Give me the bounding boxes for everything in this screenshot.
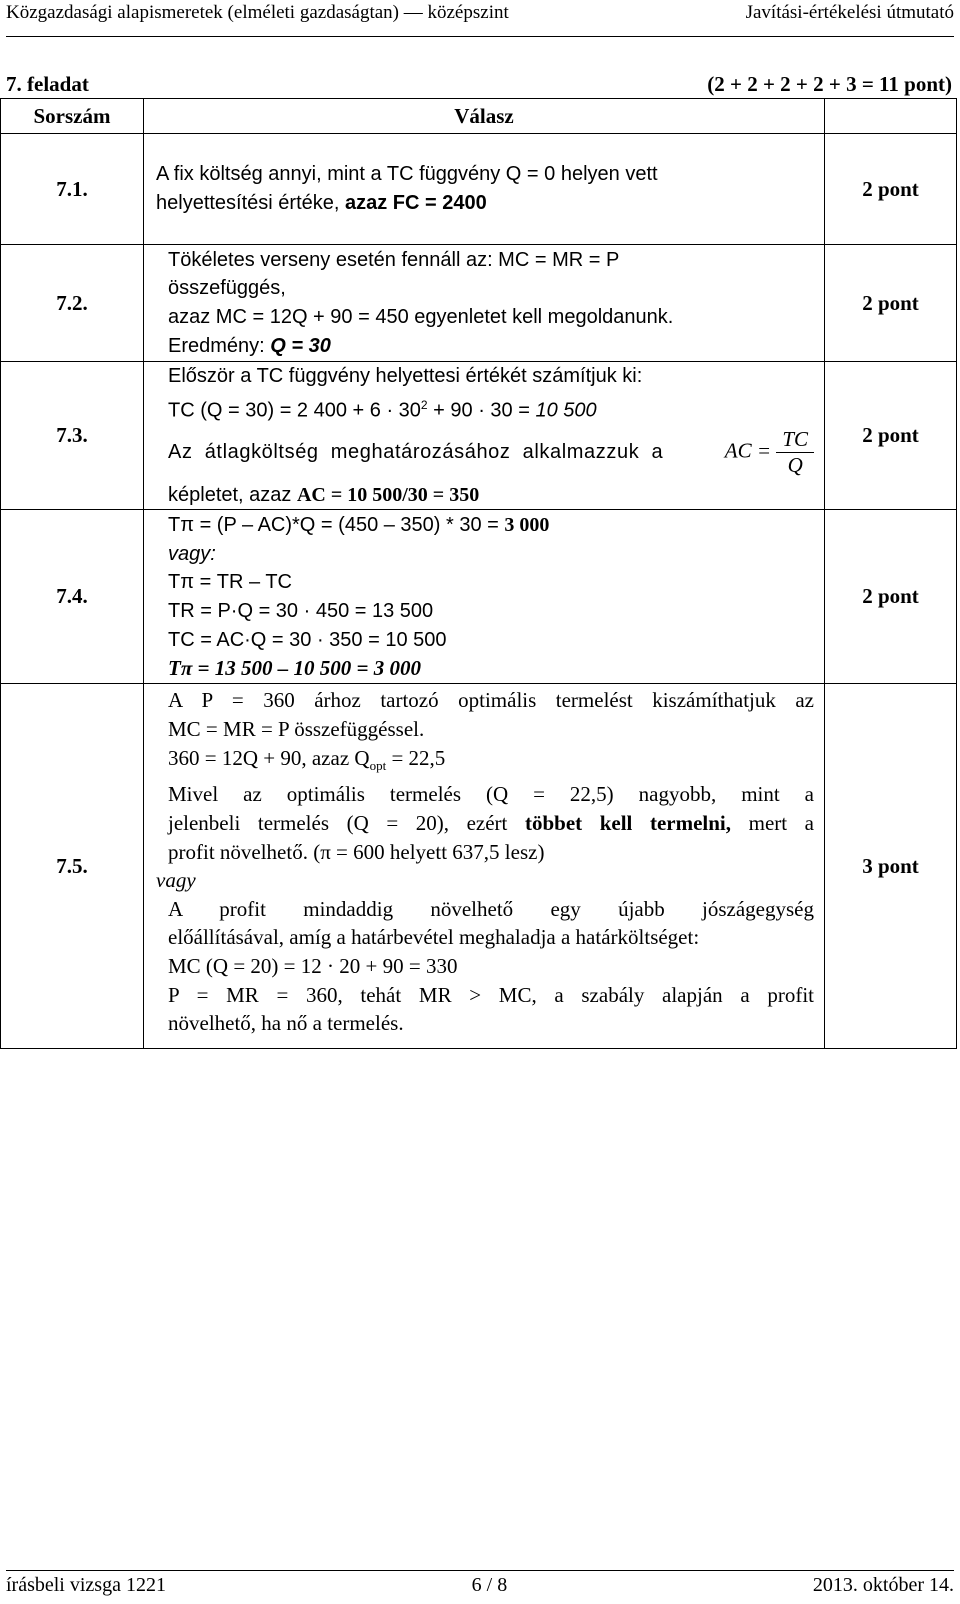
text-bold: azaz FC = 2400 [344, 192, 487, 214]
table-row [1, 684, 957, 1049]
table-row [1, 134, 957, 245]
answer-cell [144, 684, 825, 1049]
answer-line: A fix költség annyi, mint a TC függvény Q = 0 helyen vett [156, 163, 658, 186]
page-header [6, 2, 954, 24]
row-points: 2 pont [825, 510, 957, 684]
row-number: 7.5. [1, 684, 144, 1049]
answer-line [156, 189, 814, 218]
row-points: 3 pont [825, 684, 957, 1049]
text-bold: többet kell termelni, [524, 811, 732, 835]
answer-line: Tπ = 13 500 – 10 500 = 3 000 [168, 656, 421, 681]
answer-line: vagy [156, 868, 196, 893]
row-number: 7.2. [1, 245, 144, 362]
row-number: 7.4. [1, 510, 144, 684]
text: Az átlagköltség meghatározásához alkalmazzuk a [168, 441, 664, 464]
header-points [825, 99, 957, 134]
answer-line: A profit mindaddig növelhető egy újabb jószágegység [168, 896, 814, 921]
answer-line [168, 809, 814, 838]
text: Eredmény: [168, 334, 271, 357]
answer-cell [144, 362, 825, 510]
answer-line: TR = P·Q = 30 · 450 = 13 500 [168, 599, 434, 622]
answer-line [168, 332, 814, 361]
header-divider [6, 36, 954, 37]
header-left: Közgazdasági alapismeretek (elméleti gazdaságtan) — középszint [6, 2, 509, 23]
text-bold: 3 000 [504, 514, 550, 537]
answer-cell [144, 510, 825, 684]
answer-line: növelhető, ha nő a termelés. [168, 1011, 404, 1036]
formula [725, 427, 814, 478]
answer-line [168, 511, 814, 540]
table-header-row [1, 99, 957, 134]
footer-page-number: 6 / 8 [471, 1574, 508, 1596]
answer-line [168, 391, 814, 425]
text: helyettesítési értéke, [156, 192, 345, 214]
superscript: 2 [420, 397, 428, 412]
text-bold: AC = 10 500/30 = 350 [296, 483, 480, 506]
text: Tπ = (P – AC)*Q = (450 – 350) * 30 = [168, 514, 505, 537]
text: képletet, azaz [168, 483, 297, 506]
row-points: 2 pont [825, 362, 957, 510]
answer-line: P = MR = 360, tehát MR > MC, a szabály alapján a profit [168, 982, 814, 1007]
task-title: 7. feladat [6, 72, 89, 96]
answer-table [0, 98, 957, 1049]
footer-left: írásbeli vizsga 1221 [6, 1574, 166, 1596]
text: mert a [731, 811, 815, 835]
fraction-denominator: Q [787, 453, 803, 478]
answer-cell [144, 245, 825, 362]
header-answer: Válasz [144, 99, 825, 134]
text: + 90 · 30 = [427, 399, 536, 422]
answer-line [168, 744, 814, 781]
answer-line: előállításával, amíg a határbevétel meghaladja a határköltséget: [168, 925, 700, 950]
formula-lhs: AC = [724, 438, 772, 463]
text-italic: vagy: [168, 542, 216, 565]
answer-line: MC (Q = 20) = 12 · 20 + 90 = 330 [168, 953, 458, 978]
fraction [776, 427, 814, 478]
text-bold-italic: Q = 30 [270, 334, 331, 357]
answer-line: Mivel az optimális termelés (Q = 22,5) nagyobb, mint a [168, 782, 814, 807]
answer-line [168, 540, 814, 569]
row-number: 7.1. [1, 134, 144, 245]
table-row [1, 245, 957, 362]
row-number: 7.3. [1, 362, 144, 510]
answer-line: Tökéletes verseny esetén fennáll az: MC = MR = P [168, 248, 620, 271]
text: = 22,5 [386, 745, 446, 770]
footer-divider [6, 1570, 954, 1571]
text-italic: 10 500 [535, 399, 597, 422]
text: jelenbeli termelés (Q = 20), ezért [168, 811, 525, 835]
subscript: opt [369, 757, 387, 773]
answer-line: azaz MC = 12Q + 90 = 450 egyenletet kell megoldanunk. [168, 306, 674, 328]
answer-line: MC = MR = P összefüggéssel. [168, 717, 425, 742]
answer-line: Tπ = TR – TC [168, 571, 293, 594]
footer-date: 2013. október 14. [812, 1574, 954, 1596]
fraction-numerator: TC [776, 427, 814, 453]
table-row [1, 510, 957, 684]
page-footer [6, 1574, 954, 1597]
row-points: 2 pont [825, 245, 957, 362]
task-points: (2 + 2 + 2 + 2 + 3 = 11 pont) [707, 72, 952, 96]
answer-line: A P = 360 árhoz tartozó optimális termelést kiszámíthatjuk az [168, 688, 814, 713]
answer-cell [144, 134, 825, 245]
answer-line [168, 481, 814, 510]
answer-line: TC = AC·Q = 30 · 350 = 10 500 [168, 628, 447, 651]
text: 360 = 12Q + 90, azaz Q [168, 745, 370, 770]
answer-line: profit növelhető. (π = 600 helyett 637,5 lesz) [168, 839, 545, 864]
header-number: Sorszám [1, 99, 144, 134]
row-points: 2 pont [825, 134, 957, 245]
answer-line: Először a TC függvény helyettesi értékét számítjuk ki: [168, 365, 643, 387]
text: TC (Q = 30) = 2 400 + 6 · 30 [168, 399, 421, 422]
answer-line [168, 425, 814, 481]
answer-line: összefüggés, [168, 277, 286, 300]
header-right: Javítási-értékelési útmutató [745, 2, 954, 23]
table-row [1, 362, 957, 510]
